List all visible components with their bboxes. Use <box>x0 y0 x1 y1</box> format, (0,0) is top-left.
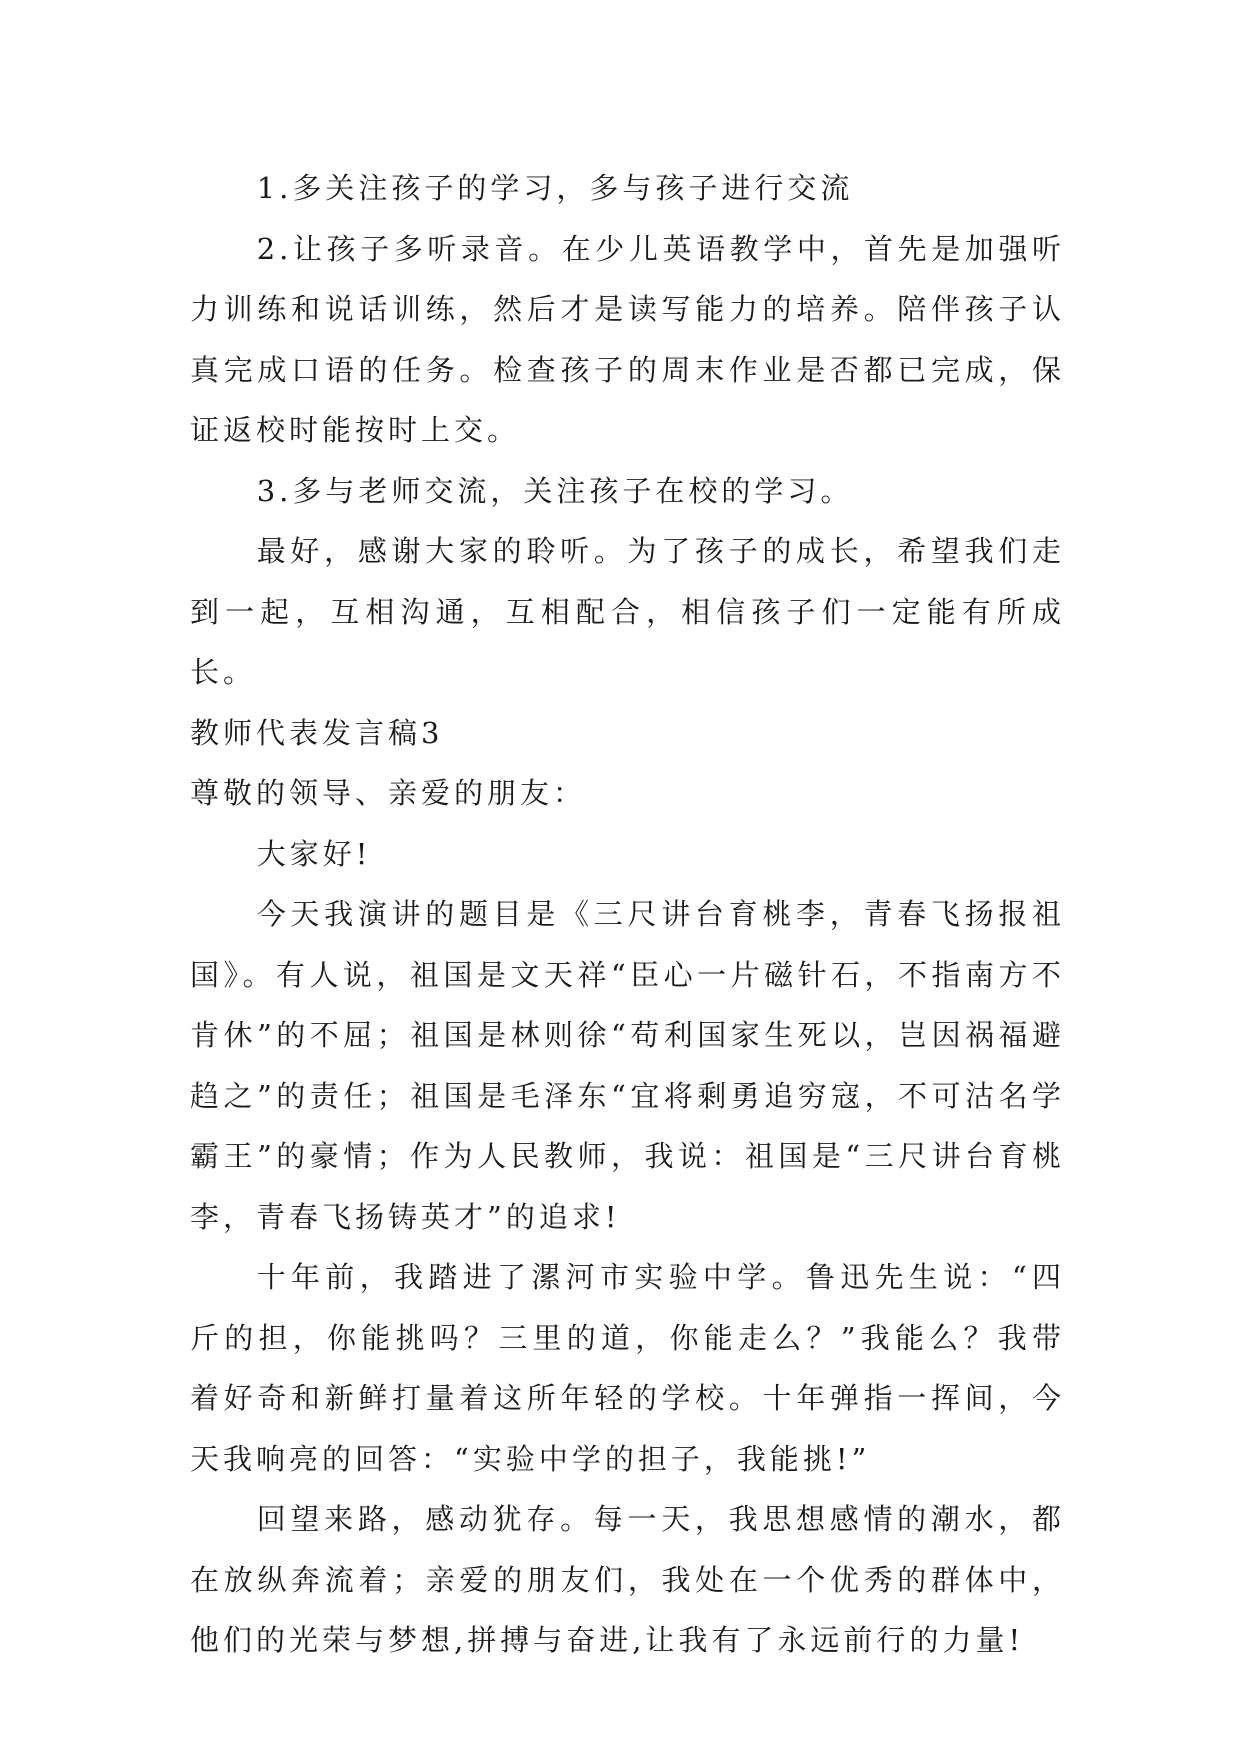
document-body <box>190 158 1065 1671</box>
paragraph-tip-3: 3.多与老师交流，关注孩子在校的学习。 <box>256 473 854 508</box>
paragraph-closing: 最好，感谢大家的聆听。为了孩子的成长，希望我们走到一起，互相沟通，互相配合，相信孩子们一定能有所成长。 <box>190 534 1065 689</box>
greeting: 大家好! <box>256 836 372 871</box>
paragraph-speech-topic: 今天我演讲的题目是《三尺讲台育桃李，青春飞扬报祖国》。有人说，祖国是文天祥“臣心一片磁针石，不指南方不肯休”的不屈；祖国是林则徐“苟利国家生死以，岂因祸福避趋之”的责任；祖国是毛泽东“宜将剩勇追穷寇，不可沽名学霸王”的豪情；作为人民教师，我说：祖国是“三尺讲台育桃李，青春飞扬铸英才”的追求! <box>190 897 1065 1234</box>
salutation: 尊敬的领导、亲爱的朋友： <box>190 776 587 810</box>
section-title: 教师代表发言稿3 <box>190 715 444 750</box>
paragraph-tip-1: 1.多关注孩子的学习，多与孩子进行交流 <box>256 171 854 205</box>
paragraph-tip-2: 2.让孩子多听录音。在少儿英语教学中，首先是加强听力训练和说话训练，然后才是读写能力的培养。陪伴孩子认真完成口语的任务。检查孩子的周末作业是否都已完成，保证返校时能按时上交。 <box>190 231 1065 447</box>
paragraph-looking-back: 回望来路，感动犹存。每一天，我思想感情的潮水，都在放纵奔流着；亲爱的朋友们，我处在一个优秀的群体中，他们的光荣与梦想,拼搏与奋进,让我有了永远前行的力量! <box>190 1502 1065 1657</box>
paragraph-ten-years-ago: 十年前，我踏进了漯河市实验中学。鲁迅先生说：“四斤的担，你能挑吗？三里的道，你能走么？”我能么？我带着好奇和新鲜打量着这所年轻的学校。十年弹指一挥间，今天我响亮的回答：“实验中学的担子，我能挑!” <box>190 1260 1065 1476</box>
